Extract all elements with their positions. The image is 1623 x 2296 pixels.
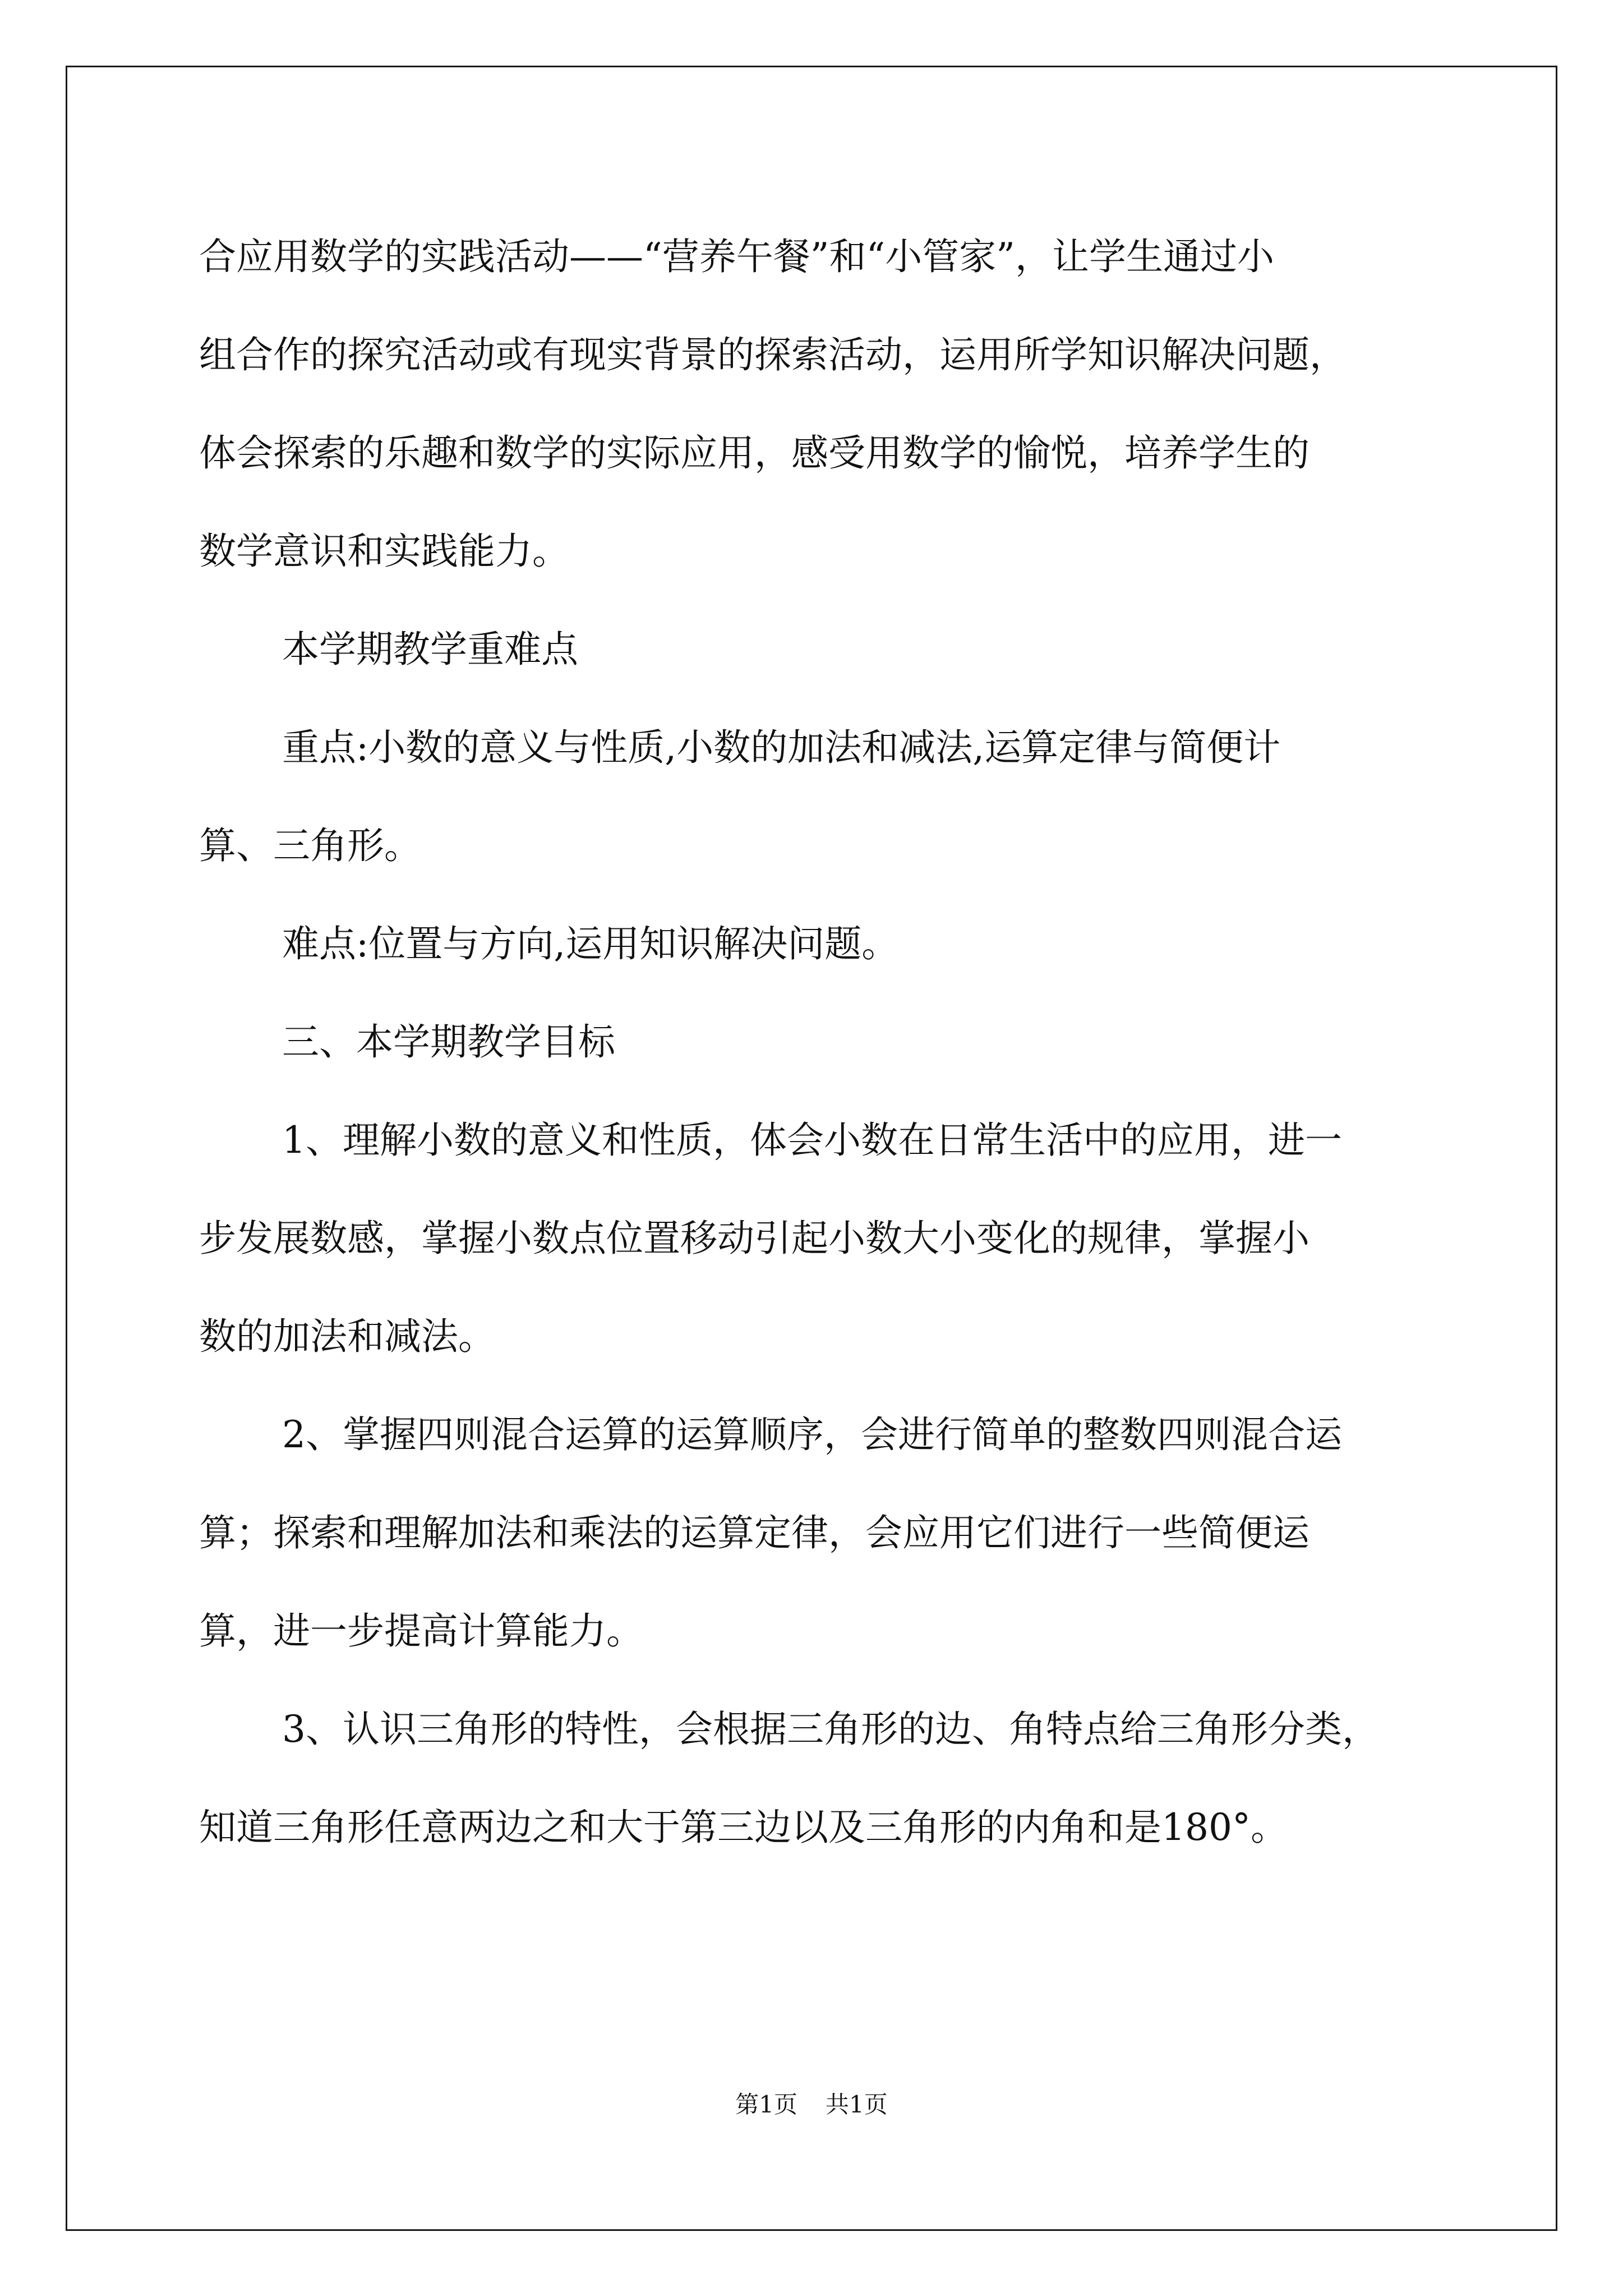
continuation-paragraph bbox=[199, 208, 1433, 600]
goal-item-1 bbox=[199, 1091, 1433, 1386]
text-line: 数的加法和减法。 bbox=[199, 1315, 495, 1358]
text-line: 知道三角形任意两边之和大于第三边以及三角形的内角和是180°。 bbox=[199, 1806, 1288, 1849]
page-number: 第1页 bbox=[735, 2091, 797, 2118]
page-total: 共1页 bbox=[826, 2091, 888, 2118]
text-line: 算，进一步提高计算能力。 bbox=[199, 1609, 643, 1653]
text-line: 算、三角形。 bbox=[199, 824, 421, 867]
text-line: 数学意识和实践能力。 bbox=[199, 530, 569, 573]
text-line: 3、认识三角形的特性，会根据三角形的边、角特点给三角形分类， bbox=[282, 1708, 1379, 1751]
text-line: 2、掌握四则混合运算的运算顺序，会进行简单的整数四则混合运 bbox=[282, 1413, 1342, 1456]
document-body bbox=[199, 208, 1433, 1876]
difficulties-paragraph bbox=[199, 895, 1433, 993]
heading-line: 本学期教学重难点 bbox=[282, 628, 578, 671]
text-line: 算；探索和理解加法和乘法的运算定律，会应用它们进行一些简便运 bbox=[199, 1511, 1310, 1554]
section-heading-goals bbox=[199, 993, 1433, 1091]
text-line: 难点:位置与方向,运用知识解决问题。 bbox=[282, 922, 899, 965]
text-line: 步发展数感，掌握小数点位置移动引起小数大小变化的规律，掌握小 bbox=[199, 1217, 1310, 1260]
section-heading-key-points bbox=[199, 600, 1433, 698]
heading-line: 三、本学期教学目标 bbox=[282, 1020, 615, 1064]
text-line: 组合作的探究活动或有现实背景的探索活动，运用所学知识解决问题， bbox=[199, 333, 1347, 376]
goal-item-2 bbox=[199, 1386, 1433, 1680]
key-points-paragraph bbox=[199, 698, 1433, 895]
page-footer bbox=[0, 2088, 1623, 2122]
text-line: 体会探索的乐趣和数学的实际应用，感受用数学的愉悦，培养学生的 bbox=[199, 431, 1310, 475]
text-line: 重点:小数的意义与性质,小数的加法和减法,运算定律与简便计 bbox=[282, 726, 1281, 769]
text-line: 1、理解小数的意义和性质，体会小数在日常生活中的应用，进一 bbox=[282, 1119, 1342, 1162]
text-line: 合应用数学的实践活动——“营养午餐”和“小管家”，让学生通过小 bbox=[199, 235, 1274, 278]
goal-item-3 bbox=[199, 1680, 1433, 1876]
